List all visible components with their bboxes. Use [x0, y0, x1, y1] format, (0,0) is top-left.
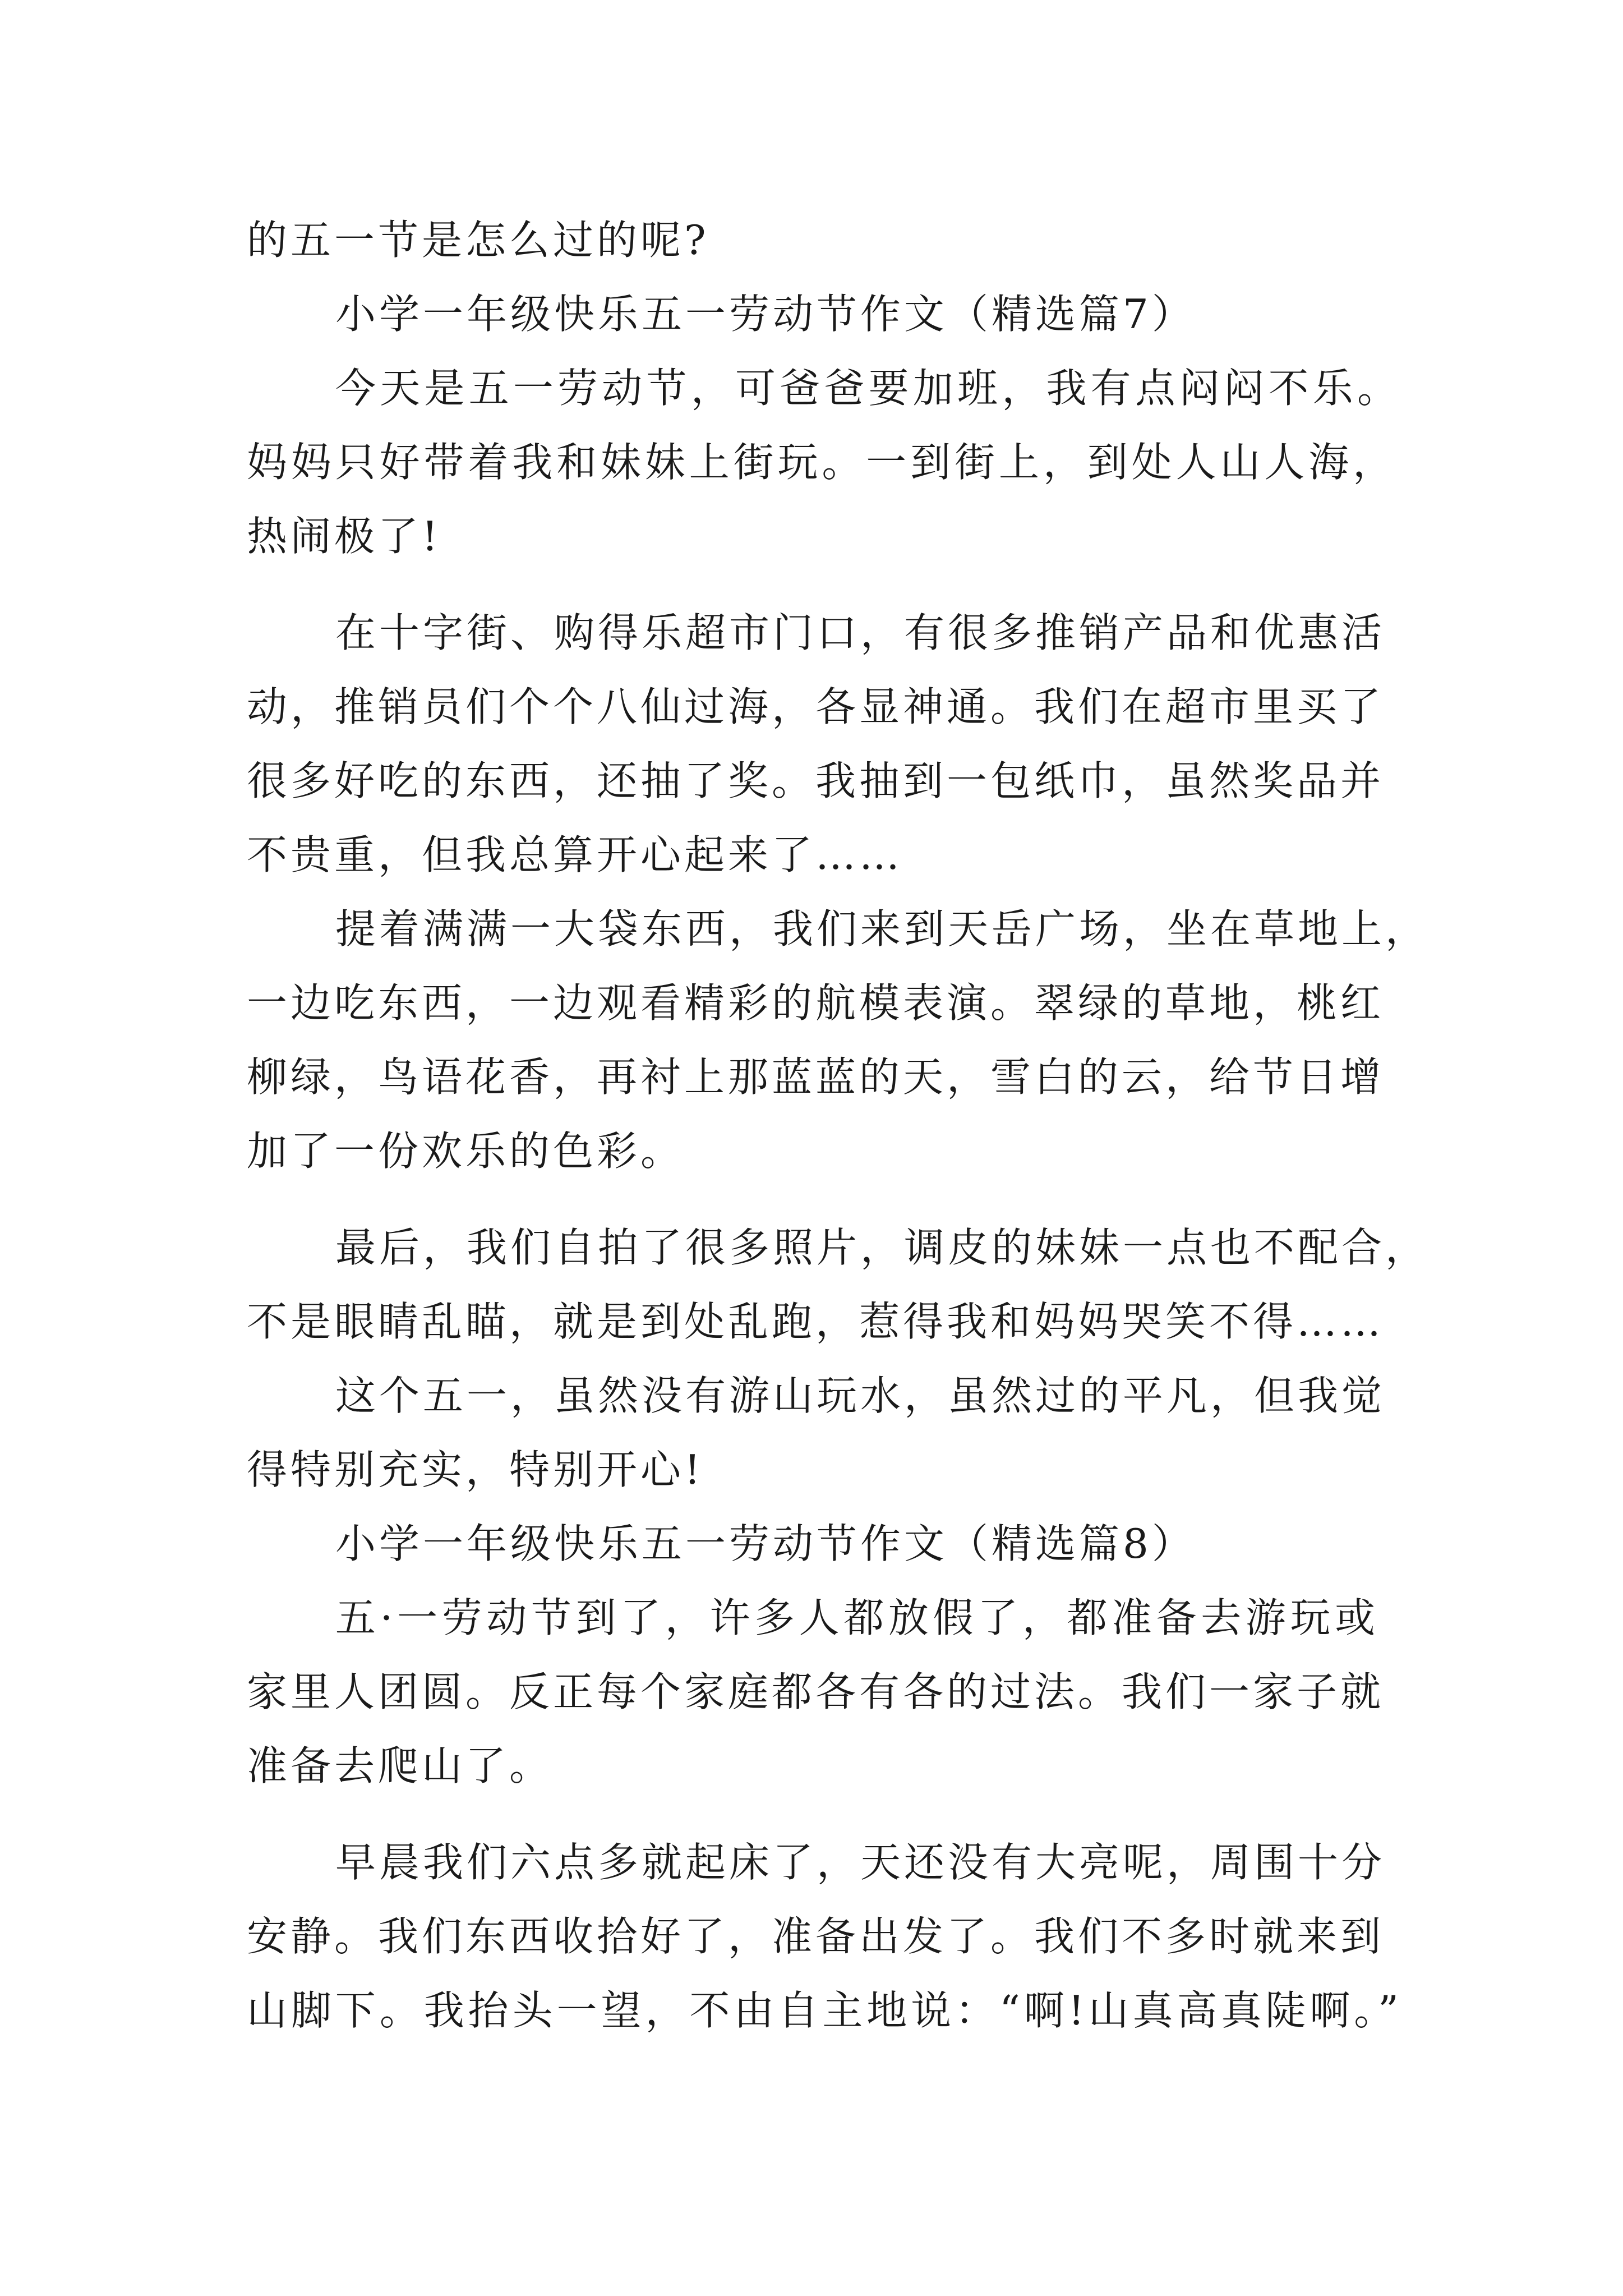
text-line: 的五一节是怎么过的呢?	[247, 217, 709, 264]
text-line: 早晨我们六点多就起床了，天还没有大亮呢，周围十分	[335, 1839, 1386, 1886]
text-line: 妈妈只好带着我和妹妹上街玩。一到街上，到处人山人海，	[247, 439, 1396, 486]
text-line: 柳绿，鸟语花香，再衬上那蓝蓝的天，雪白的云，给节日增	[247, 1053, 1385, 1101]
text-line: 加了一份欢乐的色彩。	[247, 1128, 685, 1175]
text-line: 得特别充实，特别开心!	[247, 1446, 704, 1493]
text-line: 家里人团圆。反正每个家庭都各有各的过法。我们一家子就	[247, 1668, 1385, 1715]
text-line: 动，推销员们个个八仙过海，各显神通。我们在超市里买了	[247, 683, 1385, 730]
text-line: 山脚下。我抬头一望，不由自主地说：“啊!山真高真陡啊。”	[247, 1987, 1402, 2034]
text-line: 提着满满一大袋东西，我们来到天岳广场，坐在草地上，	[335, 905, 1430, 953]
text-line: 在十字街、购得乐超市门口，有很多推销产品和优惠活	[335, 609, 1386, 656]
text-line: 很多好吃的东西，还抽了奖。我抽到一包纸巾，虽然奖品并	[247, 757, 1385, 804]
section-heading: 小学一年级快乐五一劳动节作文（精选篇8）	[335, 1520, 1196, 1567]
text-line: 安静。我们东西收拾好了，准备出发了。我们不多时就来到	[247, 1913, 1385, 1960]
text-line: 五·一劳动节到了，许多人都放假了，都准备去游玩或	[335, 1594, 1378, 1641]
text-line: 热闹极了!	[247, 513, 441, 560]
text-line: 今天是五一劳动节，可爸爸要加班，我有点闷闷不乐。	[335, 365, 1401, 412]
section-heading: 小学一年级快乐五一劳动节作文（精选篇7）	[335, 291, 1196, 338]
text-line: 一边吃东西，一边观看精彩的航模表演。翠绿的草地，桃红	[247, 979, 1385, 1027]
text-line: 不是眼睛乱瞄，就是到处乱跑，惹得我和妈妈哭笑不得……	[247, 1298, 1385, 1345]
text-line: 最后，我们自拍了很多照片，调皮的妹妹一点也不配合，	[335, 1224, 1430, 1271]
text-line: 这个五一，虽然没有游山玩水，虽然过的平凡，但我觉	[335, 1372, 1386, 1419]
text-line: 准备去爬山了。	[247, 1742, 554, 1789]
text-line: 不贵重，但我总算开心起来了……	[247, 831, 903, 878]
